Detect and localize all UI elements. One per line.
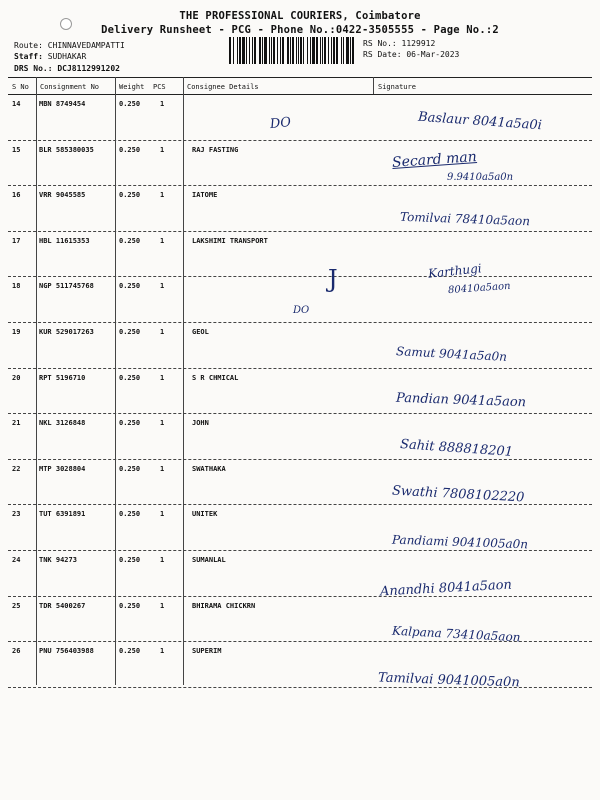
signature-phone: 9.9410a5a0n (447, 172, 514, 183)
handwritten-note: DO (293, 305, 310, 316)
cell-weight: 0.250 (119, 601, 141, 610)
signature-phone: 80410a5aon (447, 280, 511, 297)
col-header-signature: Signature (378, 83, 416, 91)
barcode-bar (331, 37, 332, 64)
cell-consignee: S R CHMICAL (192, 373, 239, 382)
barcode-bar (316, 37, 318, 64)
barcode-bar (328, 37, 329, 64)
cell-weight: 0.250 (119, 419, 141, 428)
cell-sno: 17 (12, 236, 21, 245)
cell-weight: 0.250 (119, 282, 141, 291)
handwritten-note: DO (269, 114, 292, 133)
cell-consignment: BLR 585380035 (39, 145, 94, 154)
barcode-bar (237, 37, 238, 64)
signature: Kalpana 73410a5aon (391, 623, 521, 645)
barcode-bar (346, 37, 349, 64)
barcode-bar (292, 37, 295, 64)
row-separator (8, 140, 592, 141)
cell-consignee: UNITEK (192, 510, 218, 519)
cell-consignment: VRR 9045585 (39, 191, 86, 200)
signature: Tamilvai 9041005a0n (377, 670, 520, 691)
barcode-bar (312, 37, 315, 64)
barcode-bar (264, 37, 267, 64)
staff-value: SUDHAKAR (47, 52, 87, 61)
barcode-bar (271, 37, 272, 64)
cell-consignee: SUMANLAL (192, 556, 226, 564)
cell-consignee: RAJ FASTING (192, 145, 239, 154)
table-top-rule (8, 77, 592, 78)
cell-sno: 15 (12, 145, 21, 154)
cell-pcs: 1 (160, 282, 165, 291)
cell-consignment: HBL 11615353 (39, 236, 90, 245)
drs-label: DRS No.: (14, 64, 53, 73)
cell-consignment: MBN 8749454 (39, 100, 86, 108)
cell-consignee: JOHN (192, 419, 209, 428)
barcode-bar (249, 37, 250, 64)
barcode-bar (280, 37, 281, 64)
barcode-bar (252, 37, 253, 64)
barcode-bar (324, 37, 326, 64)
barcode-bar (336, 37, 338, 64)
cell-consignee: IATOME (192, 191, 218, 200)
cell-pcs: 1 (160, 328, 165, 336)
signature: Pandian 9041a5aon (395, 390, 527, 411)
cell-pcs: 1 (160, 464, 165, 473)
cell-consignee: BHIRAMA CHICKRN (192, 601, 256, 610)
cell-consignment: MTP 3028804 (39, 464, 86, 473)
row-separator (8, 413, 592, 414)
cell-pcs: 1 (160, 191, 165, 200)
barcode-bar (273, 37, 275, 64)
barcode-bar (239, 37, 241, 64)
barcode-bar (333, 37, 335, 64)
cell-consignee: LAKSHIMI TRANSPORT (192, 236, 268, 245)
cell-pcs: 1 (160, 373, 165, 382)
cell-pcs: 1 (160, 419, 165, 428)
staff-label: Staff: (14, 52, 43, 61)
col-header-sno: S No (12, 83, 29, 91)
cell-weight: 0.250 (119, 556, 141, 564)
signature: Pandiami 9041005a0n (391, 532, 529, 552)
barcode-bar (322, 37, 323, 64)
cell-consignee: GEOL (192, 328, 209, 336)
cell-sno: 16 (12, 191, 21, 200)
col-rule-2 (115, 77, 116, 685)
row-separator (8, 368, 592, 369)
cell-sno: 19 (12, 328, 21, 336)
cell-weight: 0.250 (119, 373, 141, 382)
barcode-bar (277, 37, 278, 64)
barcode-bar (350, 37, 351, 64)
staff-line (14, 52, 86, 61)
cell-weight: 0.250 (119, 145, 141, 154)
cell-sno: 23 (12, 510, 21, 519)
rs-date-line (363, 50, 459, 59)
cell-consignment: TUT 6391891 (39, 510, 86, 519)
signature: Sahit 888818201 (399, 437, 514, 460)
cell-consignment: NGP 511745768 (39, 282, 94, 291)
route-line (14, 41, 125, 50)
cell-weight: 0.250 (119, 236, 141, 245)
company-title: THE PROFESSIONAL COURIERS, Coimbatore (179, 10, 421, 22)
col-rule-3 (183, 77, 184, 685)
cell-sno: 14 (12, 100, 21, 108)
cell-pcs: 1 (160, 145, 165, 154)
rs-date-value: 06-Mar-2023 (406, 50, 460, 59)
runsheet-subtitle: Delivery Runsheet - PCG - Phone No.:0422-3505555 - Page No.:2 (101, 24, 499, 36)
barcode-bar (352, 37, 354, 64)
cell-consignment: TDR 5400267 (39, 601, 86, 610)
barcode (229, 37, 356, 64)
cell-sno: 22 (12, 464, 21, 473)
route-value: CHINNAVEDAMPATTI (47, 41, 125, 50)
barcode-bar (303, 37, 304, 64)
barcode-bar (310, 37, 311, 64)
barcode-bar (287, 37, 289, 64)
cell-sno: 26 (12, 647, 21, 656)
col-header-consignment: Consignment No (40, 83, 100, 91)
cell-weight: 0.250 (119, 510, 141, 519)
cell-sno: 18 (12, 282, 21, 291)
cell-weight: 0.250 (119, 191, 141, 200)
table-header-rule (8, 94, 592, 95)
cell-sno: 25 (12, 601, 21, 610)
barcode-bar (300, 37, 302, 64)
barcode-bar (320, 37, 321, 64)
cell-consignment: KUR 529017263 (39, 328, 94, 336)
rs-no-label: RS No.: (363, 39, 397, 48)
signature: Anandhi 8041a5aon (379, 577, 513, 600)
cell-consignee: SWATHAKA (192, 464, 226, 473)
barcode-bar (343, 37, 344, 64)
cell-pcs: 1 (160, 556, 165, 564)
barcode-bar (290, 37, 291, 64)
rs-no-value: 1129912 (401, 39, 436, 48)
cell-pcs: 1 (160, 236, 165, 245)
row-separator (8, 276, 592, 277)
drs-value: DCJ8112991202 (57, 64, 120, 73)
cell-consignee: SUPERIM (192, 647, 222, 656)
cell-consignment: RPT 5196710 (39, 373, 86, 382)
cell-consignment: PNU 756403988 (39, 647, 94, 656)
cell-sno: 21 (12, 419, 21, 428)
col-header-consignee: Consignee Details (187, 83, 259, 91)
row-separator (8, 231, 592, 232)
barcode-bar (229, 37, 231, 64)
cell-weight: 0.250 (119, 464, 141, 473)
barcode-bar (254, 37, 256, 64)
cell-pcs: 1 (160, 510, 165, 519)
cell-consignment: NKL 3126848 (39, 419, 86, 428)
signature: Karthugi (427, 261, 483, 281)
barcode-bar (259, 37, 261, 64)
barcode-bar (262, 37, 263, 64)
barcode-bar (298, 37, 299, 64)
rs-no-line (363, 39, 435, 48)
signature: Baslaur 8041a5a0i (417, 109, 543, 134)
signature: Swathi 7808102220 (391, 483, 525, 506)
cell-pcs: 1 (160, 647, 165, 656)
cell-pcs: 1 (160, 100, 165, 108)
cell-pcs: 1 (160, 601, 165, 610)
drs-line (14, 64, 120, 73)
col-header-pcs: PCS (153, 83, 166, 91)
cell-weight: 0.250 (119, 647, 141, 656)
barcode-bar (242, 37, 245, 64)
barcode-bar (307, 37, 308, 64)
handwritten-mark: J (328, 265, 338, 293)
row-separator (8, 185, 592, 186)
row-separator (8, 504, 592, 505)
barcode-bar (296, 37, 297, 64)
row-separator (8, 322, 592, 323)
col-header-weight: Weight (119, 83, 145, 91)
cell-sno: 24 (12, 556, 21, 564)
cell-weight: 0.250 (119, 100, 141, 108)
col-rule-4 (373, 77, 374, 94)
signature: Secard man (391, 149, 478, 171)
signature: Tomilvai 78410a5aon (399, 209, 531, 229)
barcode-bar (269, 37, 270, 64)
cell-weight: 0.250 (119, 328, 141, 336)
barcode-bar (282, 37, 284, 64)
barcode-bar (246, 37, 247, 64)
route-label: Route: (14, 41, 43, 50)
row-separator (8, 596, 592, 597)
signature: Samut 9041a5a0n (395, 344, 508, 364)
cell-sno: 20 (12, 373, 21, 382)
barcode-bar (233, 37, 234, 64)
col-rule-1 (36, 77, 37, 685)
cell-consignment: TNK 94273 (39, 556, 77, 564)
barcode-bar (341, 37, 342, 64)
rs-date-label: RS Date: (363, 50, 402, 59)
